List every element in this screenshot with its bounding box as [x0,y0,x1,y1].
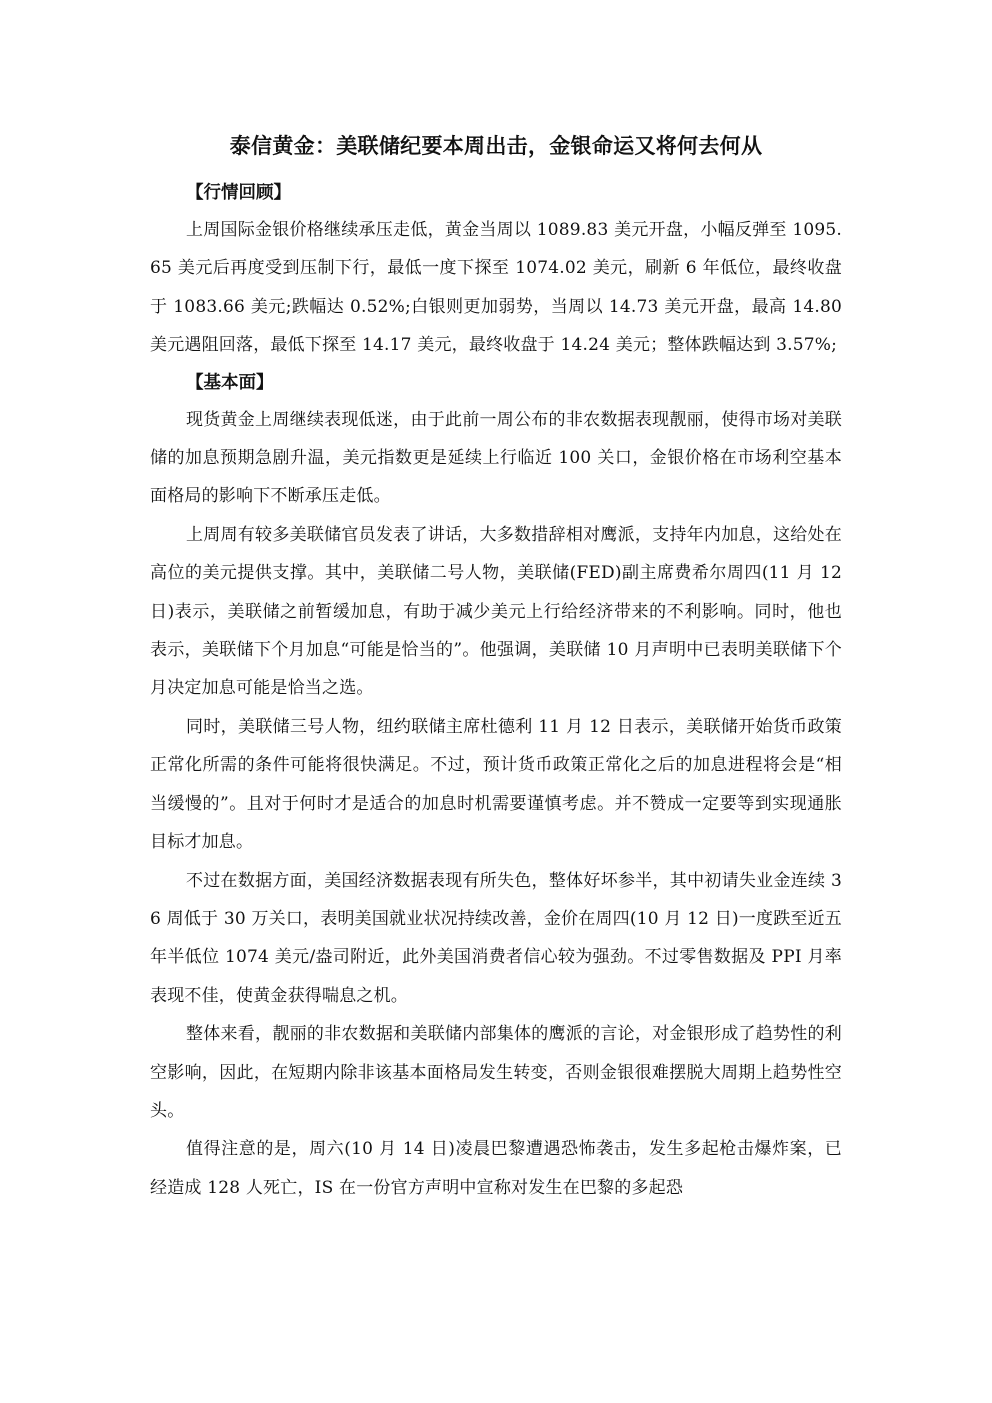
paragraph-fundamentals-4: 不过在数据方面，美国经济数据表现有所失色，整体好坏参半，其中初请失业金连续 36 周低于 30 万关口，表明美国就业状况持续改善，金价在周四(10 月 12 日)一度跌至近五年半低位 1074 美元/盎司附近，此外美国消费者信心较为强劲。不过零售数据及 PPI 月率表现不佳，使黄金获得喘息之机。 [150,870,842,1006]
paragraph-fundamentals-1: 现货黄金上周继续表现低迷，由于此前一周公布的非农数据表现靓丽，使得市场对美联储的加息预期急剧升温，美元指数更是延续上行临近 100 关口，金银价格在市场利空基本面格局的影响下不断承压走低。 [150,409,842,507]
section-heading-market-review: 【行情回顾】 [186,183,291,203]
paragraph-fundamentals-6: 值得注意的是，周六(10 月 14 日)凌晨巴黎遭遇恐怖袭击，发生多起枪击爆炸案，已经造成 128 人死亡，IS 在一份官方声明中宣称对发生在巴黎的多起恐 [150,1139,842,1198]
paragraph-market-review: 上周国际金银价格继续承压走低，黄金当周以 1089.83 美元开盘，小幅反弹至 1095.65 美元后再度受到压制下行，最低一度下探至 1074.02 美元，刷新 6 年低位，最终收盘于 1083.66 美元;跌幅达 0.52%;白银则更加弱势，当周以 14.73 美元开盘，最高 14.80 美元遇阻回落，最低下探至 14.17 美元，最终收盘于 14.24 美元；整体跌幅达到 3.57%; [150,220,842,356]
paragraph-fundamentals-5: 整体来看，靓丽的非农数据和美联储内部集体的鹰派的言论，对金银形成了趋势性的利空影响，因此，在短期内除非该基本面格局发生转变，否则金银很难摆脱大周期上趋势性空头。 [150,1024,842,1121]
section-heading-fundamentals: 【基本面】 [186,372,274,393]
document-title: 泰信黄金：美联储纪要本周出击，金银命运又将何去何从 [229,134,763,158]
document-body [150,127,842,1207]
paragraph-fundamentals-3: 同时，美联储三号人物，纽约联储主席杜德利 11 月 12 日表示，美联储开始货币政策正常化所需的条件可能将很快满足。不过，预计货币政策正常化之后的加息进程将会是“相当缓慢的”。且对于何时才是适合的加息时机需要谨慎考虑。并不赞成一定要等到实现通胀目标才加息。 [150,716,842,853]
paragraph-fundamentals-2: 上周周有较多美联储官员发表了讲话，大多数措辞相对鹰派，支持年内加息，这给处在高位的美元提供支撑。其中，美联储二号人物，美联储(FED)副主席费希尔周四(11 月 12 日)表示，美联储之前暂缓加息，有助于减少美元上行给经济带来的不利影响。同时，他也表示，美联储下个月加息“可能是恰当的”。他强调，美联储 10 月声明中已表明美联储下个月决定加息可能是恰当之选。 [150,524,842,699]
